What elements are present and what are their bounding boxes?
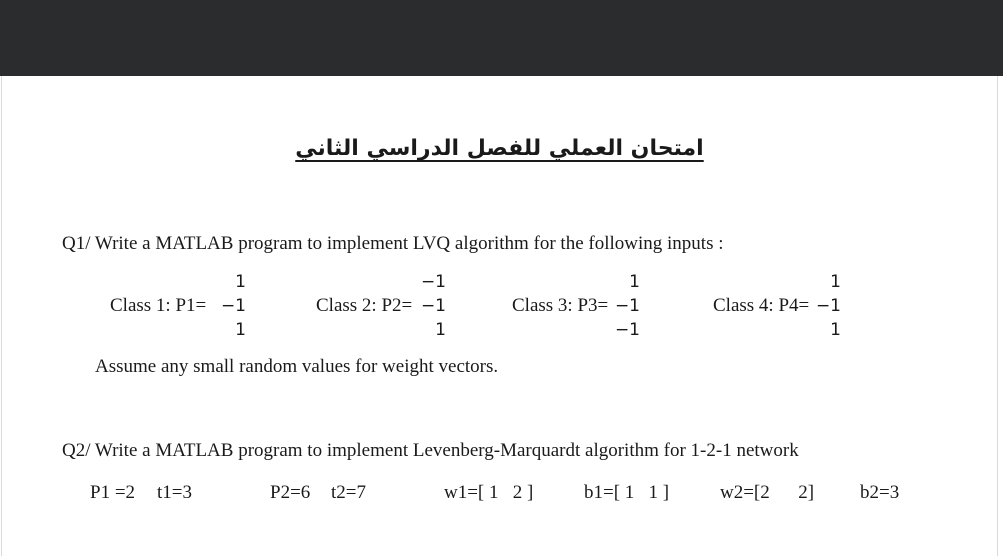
question-1-text: Q1/ Write a MATLAB program to implement LVQ algorithm for the following inputs : [62,233,724,254]
vector-element: −1 [614,296,640,316]
vector-element: 1 [235,272,246,292]
param-w1: w1=[ 1 2 ] [444,482,534,503]
class-2-label: Class 2: P2= [316,295,413,316]
exam-title-text: امتحان العملي للفصل الدراسي الثاني [295,136,704,161]
class-3-label: Class 3: P3= [512,295,609,316]
exam-title [2,134,997,164]
vector-element: 1 [629,272,640,292]
class-2-vector [406,270,446,342]
param-b1: b1=[ 1 1 ] [584,482,670,503]
vector-element: −1 [420,272,446,292]
vector-element: 1 [830,320,841,340]
vector-element: −1 [220,296,246,316]
weight-note: Assume any small random values for weight vectors. [95,356,499,377]
class-1-vector [206,270,246,342]
param-p1: P1 =2 [90,482,136,503]
viewer-top-bar [0,0,1003,76]
class-3-vector [600,270,640,342]
question-2-text: Q2/ Write a MATLAB program to implement Levenberg-Marquardt algorithm for 1-2-1 network [62,440,799,461]
class-4-label: Class 4: P4= [713,295,810,316]
param-w2: w2=[2 2] [720,482,815,503]
param-t1: t1=3 [157,482,192,503]
param-t2: t2=7 [331,482,366,503]
vector-element: −1 [420,296,446,316]
vector-element: −1 [614,320,640,340]
vector-element: 1 [830,272,841,292]
param-p2: P2=6 [270,482,311,503]
vector-element: −1 [815,296,841,316]
class-1-label: Class 1: P1= [110,295,207,316]
vector-element: 1 [435,320,446,340]
param-b2: b2=3 [860,482,900,503]
class-4-vector [801,270,841,342]
vector-element: 1 [235,320,246,340]
document-page [1,76,998,556]
